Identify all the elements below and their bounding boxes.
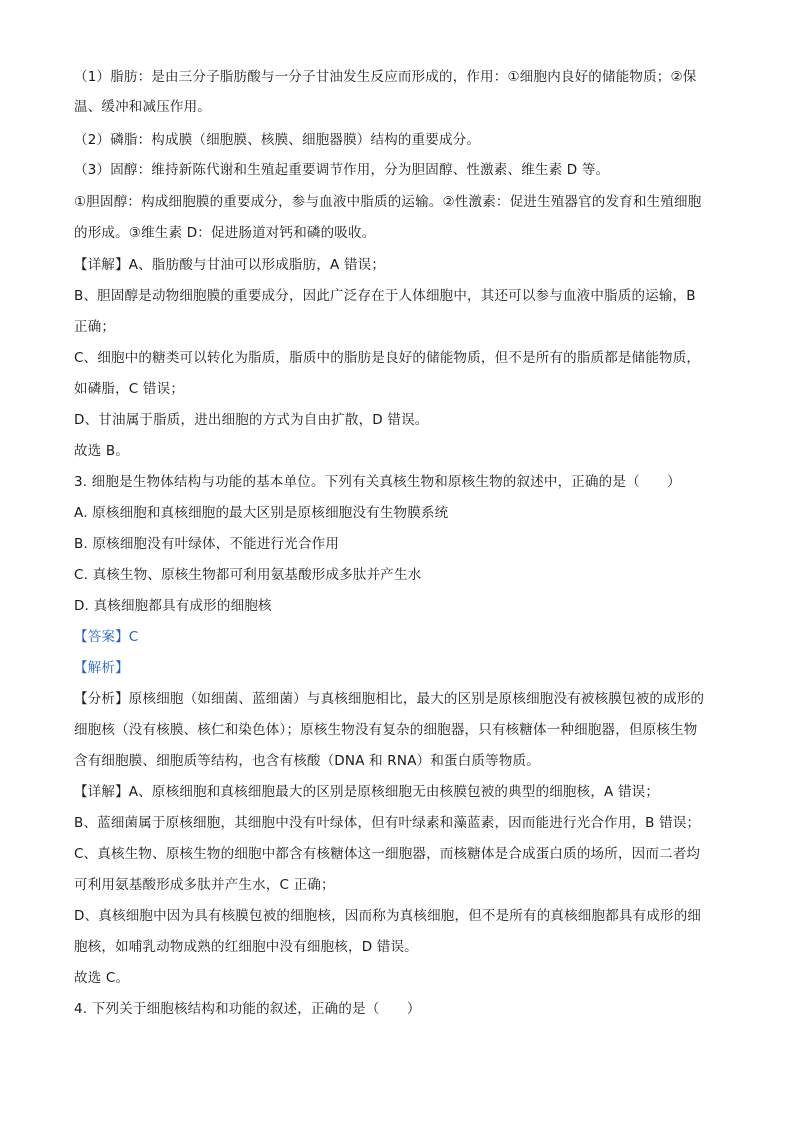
text-line: 【详解】A、原核细胞和真核细胞最大的区别是原核细胞无由核膜包被的典型的细胞核，A 错误； (74, 784, 660, 800)
option-c: C. 真核生物、原核生物都可利用氨基酸形成多肽并产生水 (74, 567, 422, 583)
text-line: 如磷脂，C 错误； (74, 381, 185, 397)
text-line: C、真核生物、原核生物的细胞中都含有核糖体这一细胞器，而核糖体是合成蛋白质的场所，因而二者均 (74, 846, 701, 862)
option-a: A. 原核细胞和真核细胞的最大区别是原核细胞没有生物膜系统 (74, 505, 449, 521)
text-line: ①胆固醇：构成细胞膜的重要成分，参与血液中脂质的运输。②性激素：促进生殖器官的发育和生殖细胞 (74, 194, 702, 210)
text-line: 温、缓冲和减压作用。 (74, 99, 211, 115)
text-line: 的形成。③维生素 D：促进肠道对钙和磷的吸收。 (74, 225, 376, 241)
text-line: 【详解】A、脂肪酸与甘油可以形成脂肪，A 错误； (74, 257, 386, 273)
text-line: 胞核，如哺乳动物成熟的红细胞中没有细胞核，D 错误。 (74, 939, 418, 955)
text-line: B、胆固醇是动物细胞膜的重要成分，因此广泛存在于人体细胞中，其还可以参与血液中脂质的运输，B (74, 288, 696, 304)
text-line: 【分析】原核细胞（如细菌、蓝细菌）与真核细胞相比，最大的区别是原核细胞没有被核膜包被的成形的 (74, 691, 705, 707)
text-line: D、甘油属于脂质，进出细胞的方式为自由扩散，D 错误。 (74, 412, 429, 428)
text-line: 细胞核（没有核膜、核仁和染色体）；原核生物没有复杂的细胞器，只有核糖体一种细胞器，但原核生物 (74, 722, 698, 738)
text-line: （3）固醇：维持新陈代谢和生殖起重要调节作用，分为胆固醇、性激素、维生素 D 等。 (74, 162, 610, 178)
answer-label: 【答案】C (74, 629, 139, 645)
text-line: （1）脂肪：是由三分子脂肪酸与一分子甘油发生反应而形成的，作用：①细胞内良好的储能物质；②保 (74, 69, 697, 85)
text-line: （2）磷脂：构成膜（细胞膜、核膜、细胞器膜）结构的重要成分。 (74, 132, 481, 148)
text-line: 含有细胞膜、细胞质等结构，也含有核酸（DNA 和 RNA）和蛋白质等物质。 (74, 753, 540, 769)
text-line: 正确； (74, 319, 116, 335)
analysis-label: 【解析】 (74, 660, 129, 676)
text-line: 故选 B。 (74, 443, 130, 459)
text-line: 可利用氨基酸形成多肽并产生水，C 正确； (74, 877, 335, 893)
question-stem: 3. 细胞是生物体结构与功能的基本单位。下列有关真核生物和原核生物的叙述中，正确的是（ ） (74, 474, 681, 490)
text-line: D、真核细胞中因为具有核膜包被的细胞核，因而称为真核细胞，但不是所有的真核细胞都具有成形的细 (74, 908, 702, 924)
text-line: B、蓝细菌属于原核细胞，其细胞中没有叶绿体，但有叶绿素和藻蓝素，因而能进行光合作用，B 错误； (74, 815, 701, 831)
question-stem: 4. 下列关于细胞核结构和功能的叙述，正确的是（ ） (74, 1001, 421, 1017)
option-b: B. 原核细胞没有叶绿体，不能进行光合作用 (74, 536, 340, 552)
option-d: D. 真核细胞都具有成形的细胞核 (74, 598, 272, 614)
text-line: 故选 C。 (74, 970, 130, 986)
text-line: C、细胞中的糖类可以转化为脂质，脂质中的脂肪是良好的储能物质，但不是所有的脂质都是储能物质， (74, 350, 701, 366)
